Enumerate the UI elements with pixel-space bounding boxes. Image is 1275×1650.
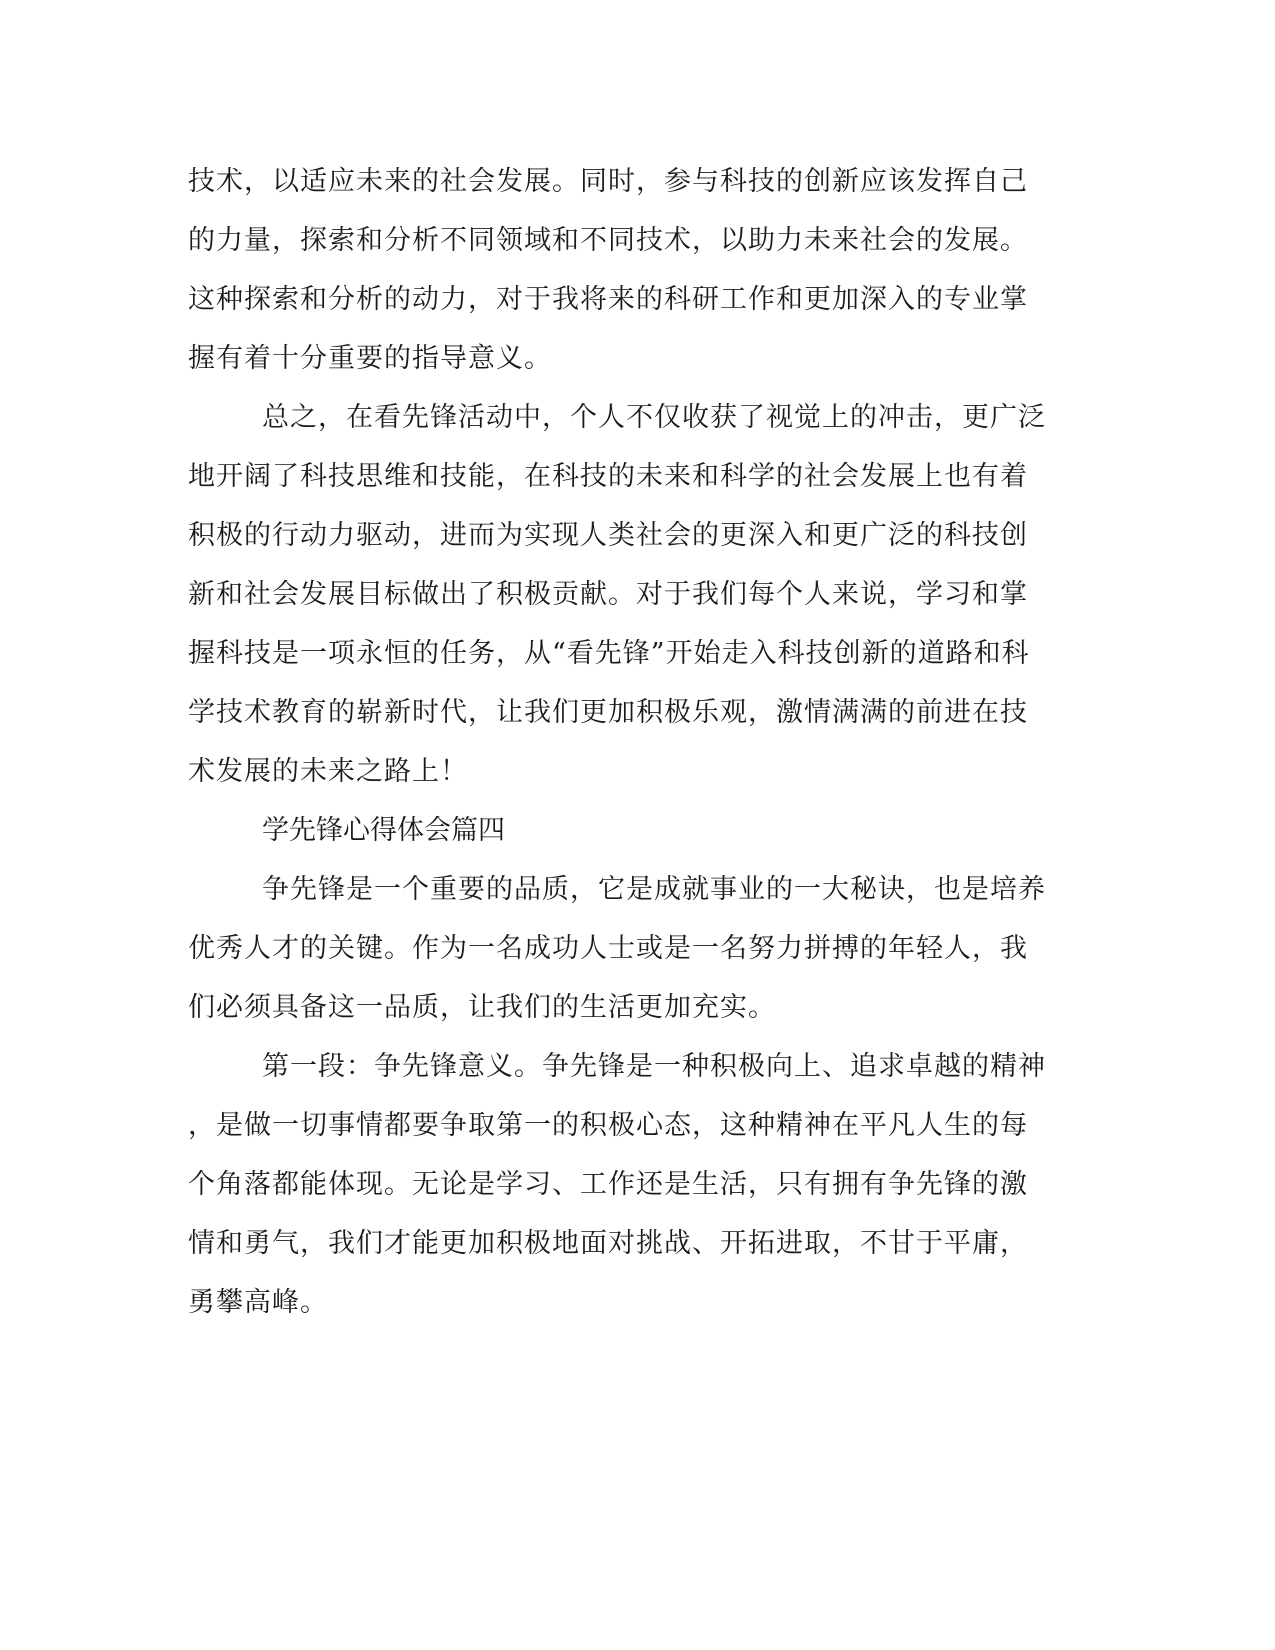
paragraph-2-line-7: 术发展的未来之路上！: [188, 756, 468, 787]
paragraph-2-line-5: 握科技是一项永恒的任务，从“看先锋”开始走入科技创新的道路和科: [188, 638, 1030, 669]
paragraph-4-line-2: ，是做一切事情都要争取第一的积极心态，这种精神在平凡人生的每: [188, 1110, 1028, 1141]
paragraph-4-line-1: 第一段：争先锋意义。争先锋是一种积极向上、追求卓越的精神: [262, 1051, 1046, 1082]
paragraph-3-line-3: 们必须具备这一品质，让我们的生活更加充实。: [188, 992, 776, 1023]
paragraph-2-line-1: 总之，在看先锋活动中，个人不仅收获了视觉上的冲击，更广泛: [262, 402, 1046, 433]
paragraph-3-line-1: 争先锋是一个重要的品质，它是成就事业的一大秘诀，也是培养: [262, 874, 1046, 905]
paragraph-2-line-2: 地开阔了科技思维和技能，在科技的未来和科学的社会发展上也有着: [188, 461, 1028, 492]
paragraph-1-line-3: 这种探索和分析的动力，对于我将来的科研工作和更加深入的专业掌: [188, 284, 1028, 315]
paragraph-2-line-3: 积极的行动力驱动，进而为实现人类社会的更深入和更广泛的科技创: [188, 520, 1028, 551]
section-heading: 学先锋心得体会篇四: [262, 815, 505, 846]
paragraph-4-line-5: 勇攀高峰。: [188, 1287, 328, 1318]
paragraph-1-line-2: 的力量，探索和分析不同领域和不同技术，以助力未来社会的发展。: [188, 225, 1028, 256]
paragraph-2-line-6: 学技术教育的崭新时代，让我们更加积极乐观，激情满满的前进在技: [188, 697, 1028, 728]
paragraph-1-line-1: 技术，以适应未来的社会发展。同时，参与科技的创新应该发挥自己: [188, 166, 1028, 197]
paragraph-3-line-2: 优秀人才的关键。作为一名成功人士或是一名努力拼搏的年轻人，我: [188, 933, 1028, 964]
paragraph-1-line-4: 握有着十分重要的指导意义。: [188, 343, 552, 374]
paragraph-2-line-4: 新和社会发展目标做出了积极贡献。对于我们每个人来说，学习和掌: [188, 579, 1028, 610]
paragraph-4-line-3: 个角落都能体现。无论是学习、工作还是生活，只有拥有争先锋的激: [188, 1169, 1028, 1200]
paragraph-4-line-4: 情和勇气，我们才能更加积极地面对挑战、开拓进取，不甘于平庸，: [188, 1228, 1028, 1259]
